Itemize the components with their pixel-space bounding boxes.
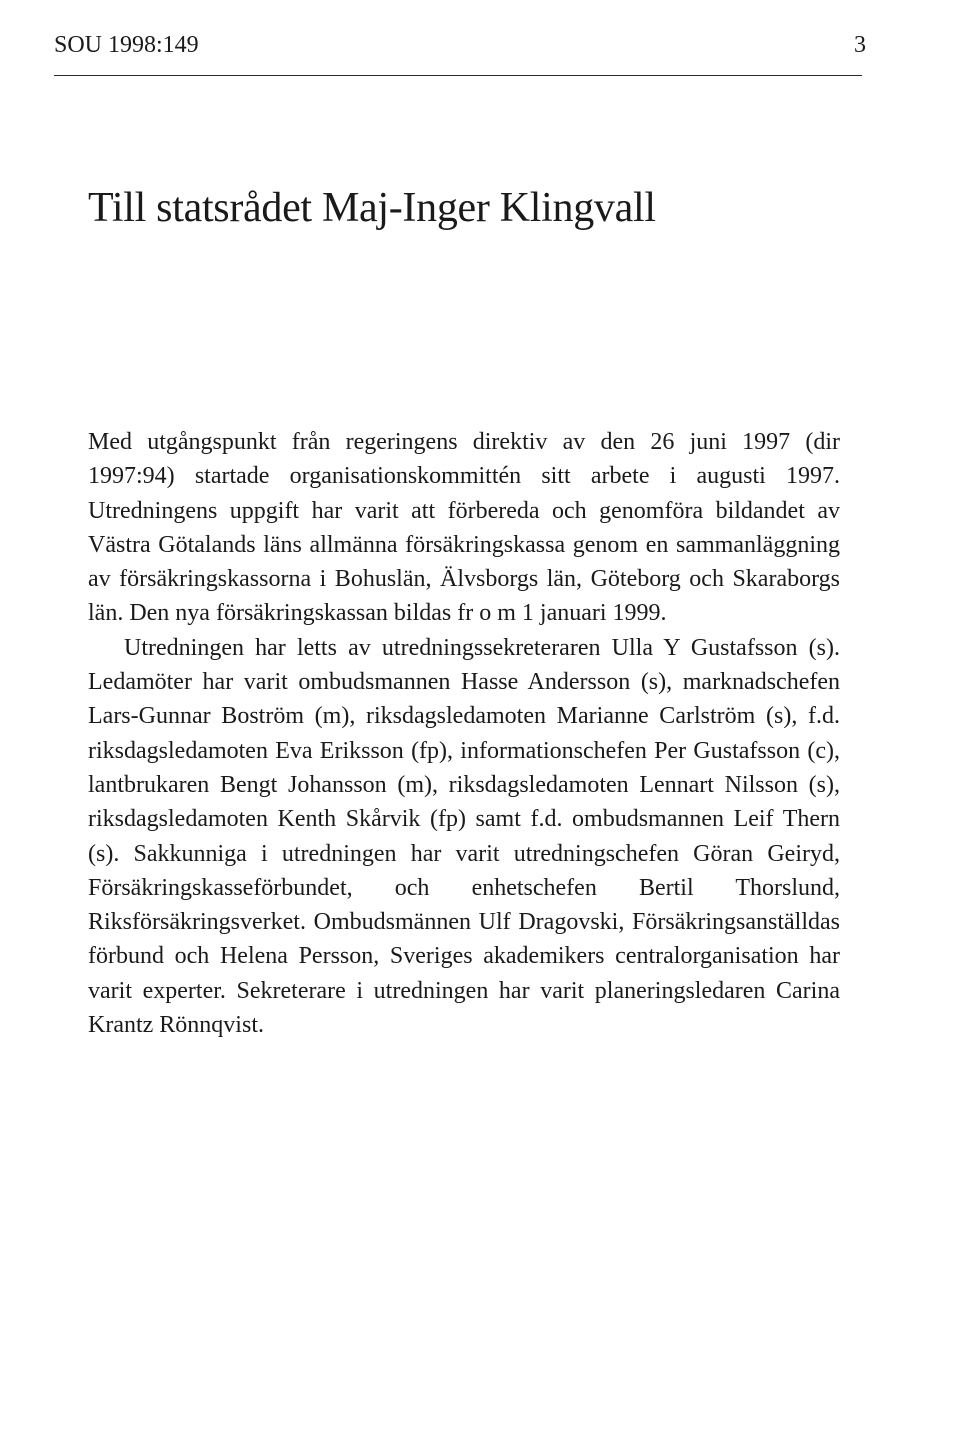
letter-body: [88, 425, 840, 1042]
header-divider: [54, 75, 862, 76]
letter-title: Till statsrådet Maj-Inger Klingvall: [88, 185, 656, 231]
page-number: 3: [854, 32, 866, 58]
document-id: SOU 1998:149: [54, 32, 199, 58]
body-paragraph-intro: Med utgångspunkt från regeringens direktiv av den 26 juni 1997 (dir 1997:94) startade organisationskommittén sitt arbete i augusti 1997. Utredningens uppgift har varit att förbereda och genomföra bildandet av Västra Götalands läns allmänna försäkringskassa genom en sammanläggning av försäkringskassorna i Bohuslän, Älvsborgs län, Göteborg och Skaraborgs län. Den nya försäkringskassan bildas fr o m 1 januari 1999.: [88, 429, 840, 627]
body-paragraph-members: Utredningen har letts av utredningssekreteraren Ulla Y Gustafsson (s). Ledamöter har varit ombudsmannen Hasse Andersson (s), marknadschefen Lars-Gunnar Boström (m), riksdagsledamoten Marianne Carlström (s), f.d. riksdagsledamoten Eva Eriksson (fp), informationschefen Per Gustafsson (c), lantbrukaren Bengt Johansson (m), riksdagsledamoten Lennart Nilsson (s), riksdagsledamoten Kenth Skårvik (fp) samt f.d. ombudsmannen Leif Thern (s). Sakkunniga i utredningen har varit utredningschefen Göran Geiryd, Försäkringskasseförbundet, och enhetschefen Bertil Thorslund, Riksförsäkringsverket. Ombudsmännen Ulf Dragovski, Försäkringsanställdas förbund och Helena Persson, Sveriges akademikers centralorganisation har varit experter. Sekreterare i utredningen har varit planeringsledaren Carina Krantz Rönnqvist.: [88, 634, 840, 1039]
page-header: [54, 28, 866, 68]
